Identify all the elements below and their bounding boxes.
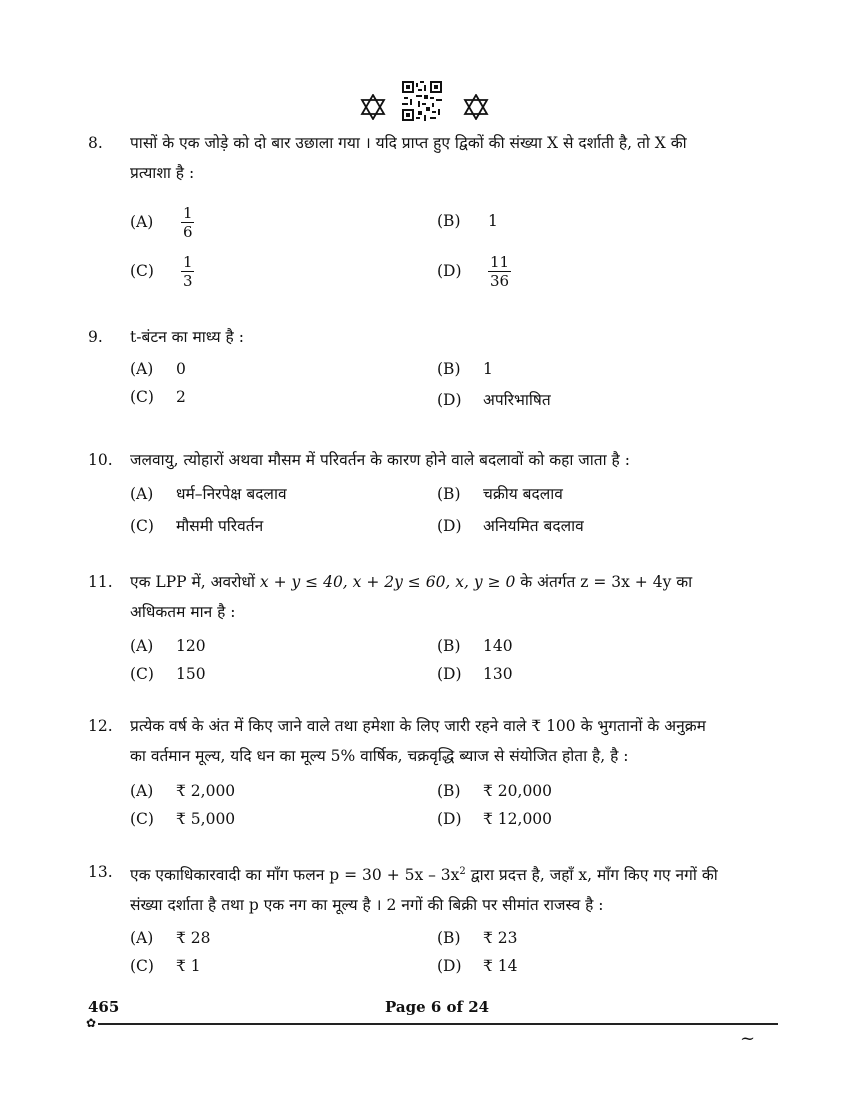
fraction: $\frac{1}{3}$ — [182, 253, 193, 290]
option-c: (C) 150 — [130, 665, 206, 683]
question-13 — [88, 857, 748, 920]
option-b: (B) ₹ 20,000 — [437, 782, 553, 800]
option-d: (D) $\frac{11}{36}$ — [437, 253, 510, 290]
question-number: 11. — [88, 573, 113, 591]
option-d: (D) अनियमित बदलाव — [437, 517, 584, 535]
option-a: (A) ₹ 28 — [130, 929, 211, 947]
paper-code: 465 — [88, 998, 120, 1016]
option-a: (A) $\frac{1}{6}$ — [130, 204, 193, 241]
fraction: $\frac{11}{36}$ — [489, 253, 510, 290]
option-c: (C) ₹ 1 — [130, 957, 201, 975]
question-text: t-बंटन का माध्य है : — [130, 328, 244, 346]
qr-code-icon — [402, 81, 442, 121]
option-c: (C) $\frac{1}{3}$ — [130, 253, 193, 290]
option-c: (C) 2 — [130, 388, 186, 406]
option-d: (D) ₹ 14 — [437, 957, 518, 975]
tilde-mark: ~ — [740, 1028, 756, 1049]
option-b: (B) 1 — [437, 360, 493, 378]
option-b: (B) ₹ 23 — [437, 929, 518, 947]
question-number: 10. — [88, 451, 113, 469]
question-number: 8. — [88, 134, 103, 152]
question-text: पासों के एक जोड़े को दो बार उछाला गया । यदि प्राप्त हुए द्विकों की संख्या X से दर्शाती है, तो X की प्रत्याशा है : — [130, 134, 687, 182]
option-d: (D) अपरिभाषित — [437, 391, 551, 409]
option-a: (A) 0 — [130, 360, 186, 378]
question-10 — [88, 445, 748, 475]
question-11 — [88, 567, 748, 627]
header-marks — [0, 80, 850, 120]
question-8 — [88, 128, 748, 188]
option-d: (D) ₹ 12,000 — [437, 810, 553, 828]
option-b: (B) 1 — [437, 212, 498, 230]
fraction: $\frac{1}{6}$ — [182, 204, 193, 241]
option-a: (A) धर्म–निरपेक्ष बदलाव — [130, 485, 287, 503]
option-d: (D) 130 — [437, 665, 513, 683]
question-text: एक एकाधिकारवादी का माँग फलन $p = 30 + 5x - 3x^2$ द्वारा प्रदत्त है, जहाँ x, माँग किए गए नगों की संख्या दर्शाता है तथा p एक नग का मूल्य है । 2 नगों की बिक्री पर सीमांत राजस्व है : — [130, 866, 718, 915]
question-number: 13. — [88, 863, 113, 881]
option-a: (A) ₹ 2,000 — [130, 782, 236, 800]
question-text: एक LPP में, अवरोधों x + y ≤ 40, x + 2y ≤ 60, x, y ≥ 0 के अंतर्गत z = 3x + 4y का अधिकतम मान है : — [130, 573, 693, 621]
star-of-david-icon — [463, 94, 489, 120]
question-number: 12. — [88, 717, 113, 735]
option-c: (C) मौसमी परिवर्तन — [130, 517, 264, 535]
question-text: प्रत्येक वर्ष के अंत में किए जाने वाले तथा हमेशा के लिए जारी रहने वाले ₹ 100 के भुगतानों के अनुक्रम का वर्तमान मूल्य, यदि धन का मूल्य 5% वार्षिक, चक्रवृद्धि ब्याज से संयोजित होता है, है : — [130, 717, 706, 765]
question-12 — [88, 711, 748, 771]
flower-mark-icon: ✿ — [86, 1016, 97, 1030]
option-c: (C) ₹ 5,000 — [130, 810, 236, 828]
option-b: (B) चक्रीय बदलाव — [437, 485, 563, 503]
question-9 — [88, 322, 748, 352]
option-a: (A) 120 — [130, 637, 206, 655]
question-text: जलवायु, त्योहारों अथवा मौसम में परिवर्तन के कारण होने वाले बदलावों को कहा जाता है : — [130, 451, 630, 469]
page-number: Page 6 of 24 — [385, 998, 490, 1016]
question-number: 9. — [88, 328, 103, 346]
option-b: (B) 140 — [437, 637, 513, 655]
star-of-david-icon — [360, 94, 386, 120]
footer-rule — [98, 1023, 778, 1025]
